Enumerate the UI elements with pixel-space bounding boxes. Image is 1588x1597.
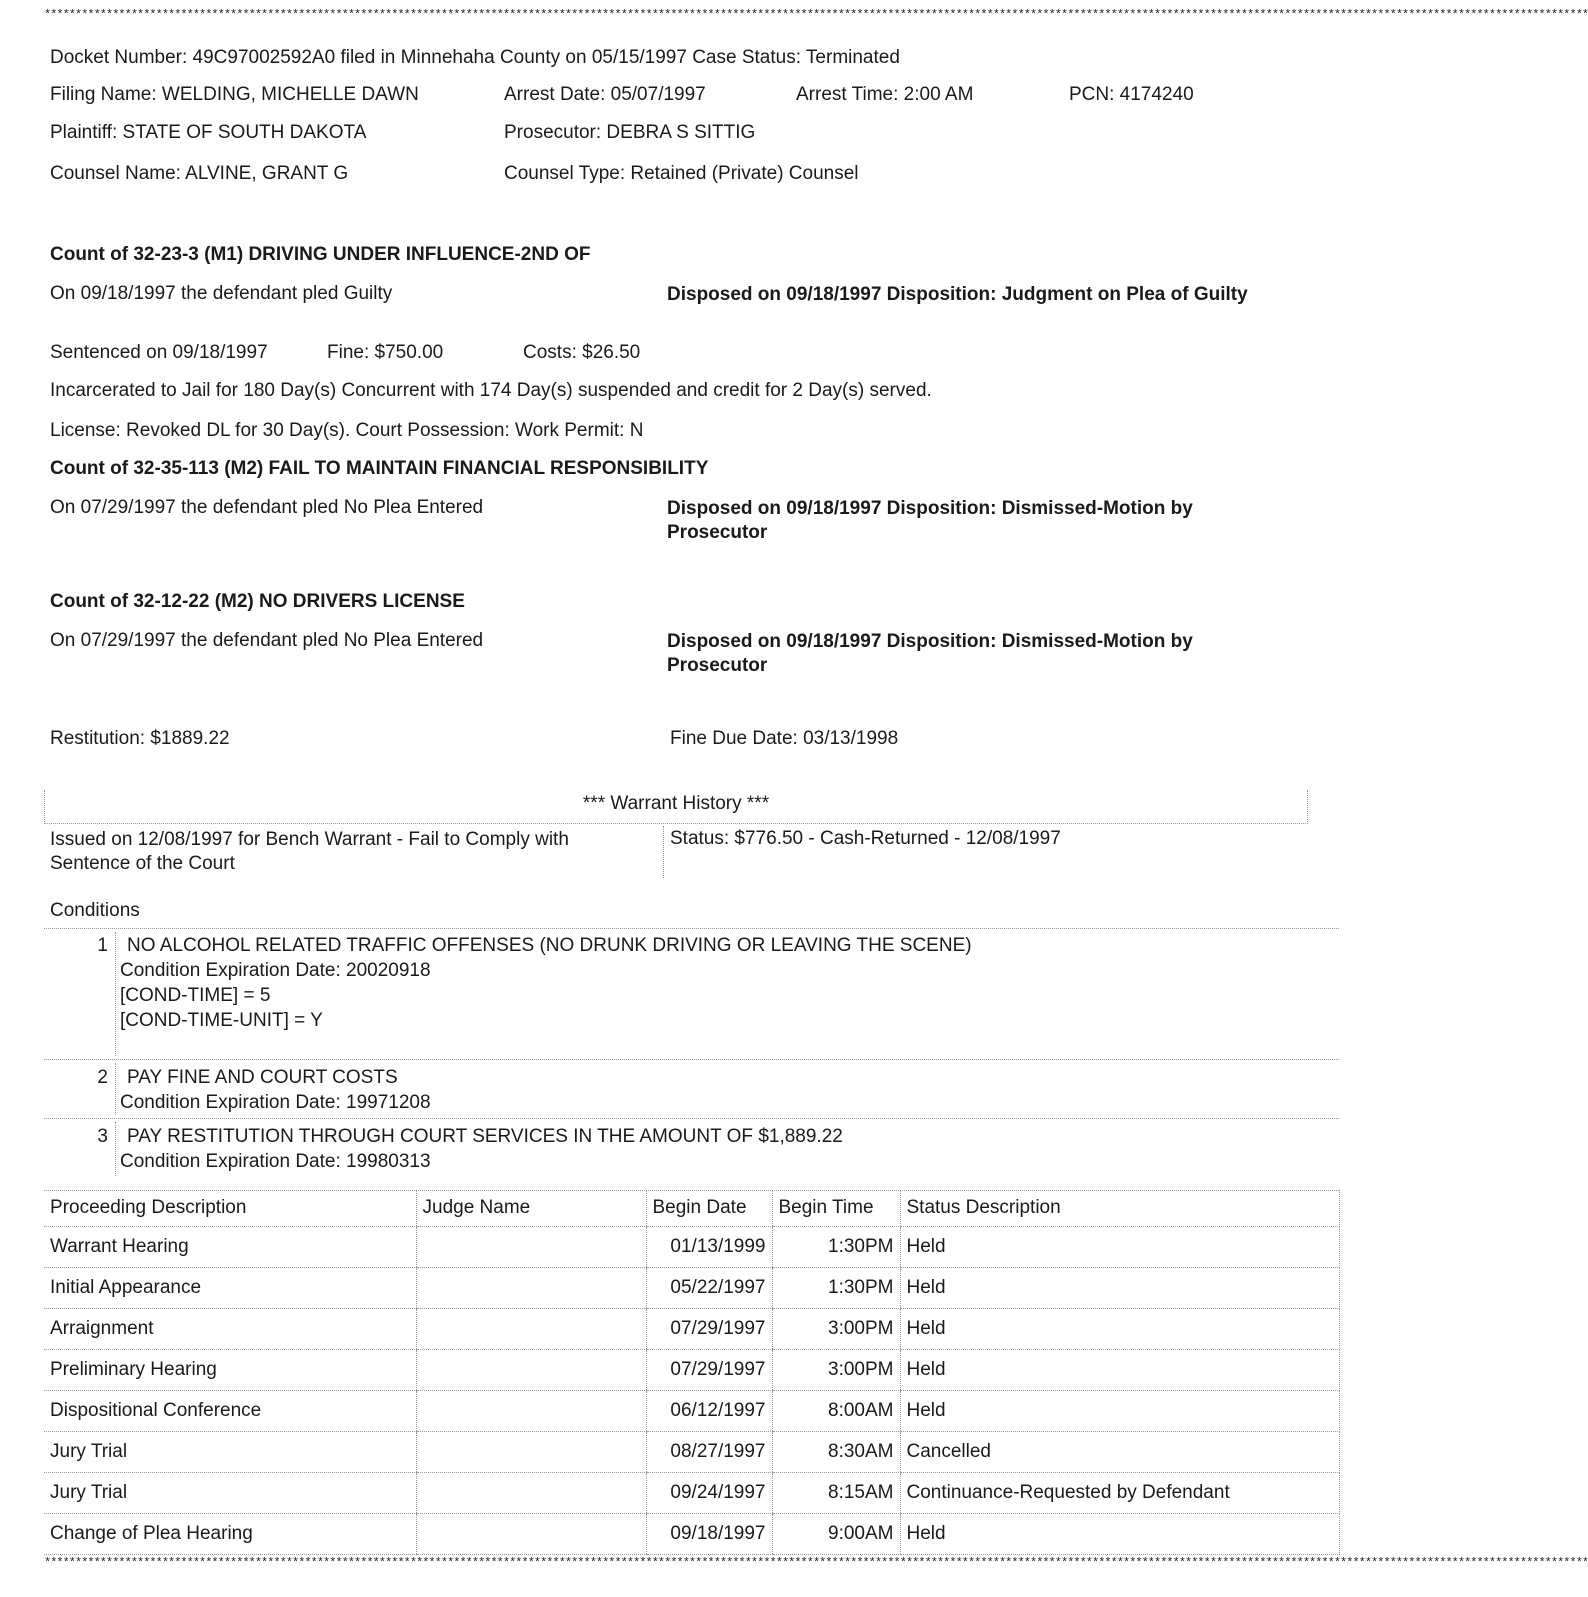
filing-name: Filing Name: WELDING, MICHELLE DAWN: [50, 84, 419, 105]
proceeding-description: Change of Plea Hearing: [44, 1514, 416, 1555]
table-row: [44, 1432, 1340, 1473]
divider: [44, 823, 1308, 824]
counsel-type: Counsel Type: Retained (Private) Counsel: [504, 163, 859, 184]
prosecutor: Prosecutor: DEBRA S SITTIG: [504, 122, 756, 143]
top-border-stars: *********************************************************************************************************************************************************************************************************************************************************: [44, 8, 1588, 22]
begin-date: 07/29/1997: [646, 1350, 772, 1391]
begin-time: 3:00PM: [772, 1350, 900, 1391]
counsel-name: Counsel Name: ALVINE, GRANT G: [50, 163, 349, 184]
divider: [44, 1118, 1339, 1119]
status-description: Held: [900, 1309, 1340, 1350]
table-row: [44, 1268, 1340, 1309]
begin-time: 9:00AM: [772, 1514, 900, 1555]
docket-line: Docket Number: 49C97002592A0 filed in Minnehaha County on 05/15/1997 Case Status: Terminated: [50, 47, 900, 68]
table-row: [44, 1473, 1340, 1514]
begin-time: 1:30PM: [772, 1268, 900, 1309]
condition-text: NO ALCOHOL RELATED TRAFFIC OFFENSES (NO DRUNK DRIVING OR LEAVING THE SCENE): [127, 935, 972, 956]
proceeding-description: Preliminary Hearing: [44, 1350, 416, 1391]
count-plea: On 09/18/1997 the defendant pled Guilty: [50, 283, 393, 304]
condition-item: [120, 1065, 431, 1115]
condition-param: [COND-TIME] = 5: [120, 985, 271, 1006]
begin-date: 09/24/1997: [646, 1473, 772, 1514]
begin-date: 06/12/1997: [646, 1391, 772, 1432]
count-plea: On 07/29/1997 the defendant pled No Plea Entered: [50, 497, 484, 518]
begin-time: 8:00AM: [772, 1391, 900, 1432]
arrest-time: Arrest Time: 2:00 AM: [796, 84, 974, 105]
incarceration-text: Incarcerated to Jail for 180 Day(s) Concurrent with 174 Day(s) suspended and credit for 2 Day(s) served.: [50, 380, 932, 401]
begin-time: 8:15AM: [772, 1473, 900, 1514]
table-header-row: [44, 1190, 1340, 1227]
condition-number: 2: [97, 1067, 108, 1088]
warrant-issued: Issued on 12/08/1997 for Bench Warrant - Fail to Comply with Sentence of the Court: [50, 829, 569, 874]
condition-param: [COND-TIME-UNIT] = Y: [120, 1010, 323, 1031]
condition-divider: [115, 1063, 116, 1115]
count-title: Count of 32-12-22 (M2) NO DRIVERS LICENSE: [50, 591, 465, 612]
column-header: Begin Date: [646, 1190, 772, 1227]
judge-name: [416, 1473, 646, 1514]
judge-name: [416, 1350, 646, 1391]
warrant-col-divider: [663, 826, 664, 878]
status-description: Held: [900, 1227, 1340, 1268]
proceeding-description: Dispositional Conference: [44, 1391, 416, 1432]
condition-divider: [115, 932, 116, 1056]
count-disposition: Disposed on 09/18/1997 Disposition: Dismissed-Motion by Prosecutor: [667, 631, 1193, 676]
license-text: License: Revoked DL for 30 Day(s). Court Possession: Work Permit: N: [50, 420, 644, 441]
judge-name: [416, 1227, 646, 1268]
judge-name: [416, 1391, 646, 1432]
sentenced-date: Sentenced on 09/18/1997: [50, 342, 268, 363]
condition-divider: [115, 1122, 116, 1176]
column-header: Status Description: [900, 1190, 1340, 1227]
fine-due-date: Fine Due Date: 03/13/1998: [670, 728, 899, 749]
begin-date: 09/18/1997: [646, 1514, 772, 1555]
restitution: Restitution: $1889.22: [50, 728, 230, 749]
condition-expiration: Condition Expiration Date: 19971208: [120, 1092, 431, 1113]
status-description: Held: [900, 1268, 1340, 1309]
warrant-history-heading: *** Warrant History ***: [582, 793, 770, 814]
table-row: [44, 1309, 1340, 1350]
begin-date: 05/22/1997: [646, 1268, 772, 1309]
column-header: Begin Time: [772, 1190, 900, 1227]
begin-time: 1:30PM: [772, 1227, 900, 1268]
table-row: [44, 1227, 1340, 1268]
condition-text: PAY FINE AND COURT COSTS: [127, 1067, 398, 1088]
pcn: PCN: 4174240: [1069, 84, 1194, 105]
arrest-date: Arrest Date: 05/07/1997: [504, 84, 706, 105]
judge-name: [416, 1514, 646, 1555]
conditions-heading: Conditions: [50, 900, 140, 921]
plaintiff: Plaintiff: STATE OF SOUTH DAKOTA: [50, 122, 367, 143]
begin-time: 8:30AM: [772, 1432, 900, 1473]
judge-name: [416, 1268, 646, 1309]
table-row: [44, 1514, 1340, 1555]
condition-expiration: Condition Expiration Date: 20020918: [120, 960, 431, 981]
table-row: [44, 1350, 1340, 1391]
proceeding-description: Arraignment: [44, 1309, 416, 1350]
begin-date: 07/29/1997: [646, 1309, 772, 1350]
column-header: Judge Name: [416, 1190, 646, 1227]
condition-number: 1: [97, 935, 108, 956]
condition-item: [120, 1124, 843, 1174]
count-title: Count of 32-35-113 (M2) FAIL TO MAINTAIN FINANCIAL RESPONSIBILITY: [50, 458, 709, 479]
status-description: Held: [900, 1350, 1340, 1391]
condition-text: PAY RESTITUTION THROUGH COURT SERVICES IN THE AMOUNT OF $1,889.22: [127, 1126, 843, 1147]
status-description: Held: [900, 1391, 1340, 1432]
costs-amount: Costs: $26.50: [523, 342, 641, 363]
count-disposition: Disposed on 09/18/1997 Disposition: Dismissed-Motion by Prosecutor: [667, 498, 1193, 543]
divider: [44, 1059, 1339, 1060]
column-header: Proceeding Description: [44, 1190, 416, 1227]
proceeding-description: Jury Trial: [44, 1432, 416, 1473]
condition-item: [120, 933, 972, 1033]
warrant-status: Status: $776.50 - Cash-Returned - 12/08/1997: [670, 828, 1061, 849]
count-disposition: Disposed on 09/18/1997 Disposition: Judgment on Plea of Guilty: [667, 284, 1248, 305]
status-description: Cancelled: [900, 1432, 1340, 1473]
status-description: Held: [900, 1514, 1340, 1555]
proceeding-description: Initial Appearance: [44, 1268, 416, 1309]
divider: [44, 928, 1339, 929]
proceeding-description: Jury Trial: [44, 1473, 416, 1514]
table-row: [44, 1391, 1340, 1432]
begin-date: 01/13/1999: [646, 1227, 772, 1268]
begin-time: 3:00PM: [772, 1309, 900, 1350]
proceeding-description: Warrant Hearing: [44, 1227, 416, 1268]
status-description: Continuance-Requested by Defendant: [900, 1473, 1340, 1514]
count-title: Count of 32-23-3 (M1) DRIVING UNDER INFLUENCE-2ND OF: [50, 244, 591, 265]
fine-amount: Fine: $750.00: [327, 342, 444, 363]
condition-expiration: Condition Expiration Date: 19980313: [120, 1151, 431, 1172]
condition-number: 3: [97, 1126, 108, 1147]
judge-name: [416, 1432, 646, 1473]
count-plea: On 07/29/1997 the defendant pled No Plea Entered: [50, 630, 484, 651]
proceedings-table: [44, 1190, 1340, 1555]
begin-date: 08/27/1997: [646, 1432, 772, 1473]
bottom-border-stars: *********************************************************************************************************************************************************************************************************************************************************: [44, 1556, 1588, 1570]
judge-name: [416, 1309, 646, 1350]
